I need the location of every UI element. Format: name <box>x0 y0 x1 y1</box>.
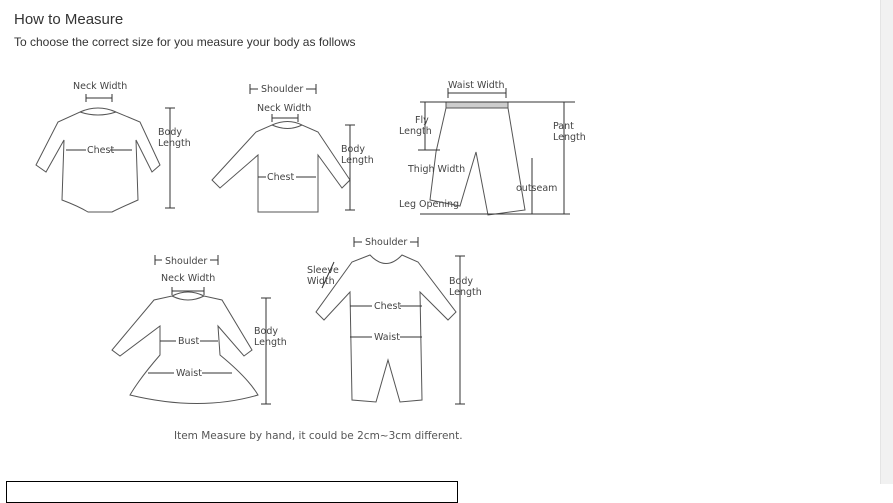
bodysuit-length-label: Length <box>158 138 191 149</box>
dress-shoulder-label: Shoulder <box>165 256 208 267</box>
pants-fly-length-label: Length <box>399 126 432 137</box>
dress-length-label: Length <box>254 337 287 348</box>
pants-thigh-width-label: Thigh Width <box>408 164 466 175</box>
bodysuit-diagram <box>36 81 191 212</box>
romper-body-label: Body <box>449 276 473 287</box>
bodysuit-body-label: Body <box>158 127 182 138</box>
pants-waist-width-label: Waist Width <box>448 80 505 91</box>
pants-leg-opening-label: Leg Opening <box>399 199 460 210</box>
pants-fly-label: Fly <box>415 115 429 126</box>
romper-length-label: Length <box>449 287 482 298</box>
dress-waist-label: Waist <box>176 368 202 379</box>
pants-pant-label: Pant <box>553 121 574 132</box>
page-title: How to Measure <box>14 11 124 28</box>
shirt-diagram <box>212 84 374 212</box>
pants-pant-length-label: Length <box>553 132 586 143</box>
romper-shoulder-label: Shoulder <box>365 237 408 248</box>
romper-waist-label: Waist <box>374 332 400 343</box>
pants-diagram <box>399 80 586 215</box>
shirt-chest-label: Chest <box>267 172 295 183</box>
romper-sleeve-label: Sleeve <box>307 265 339 276</box>
romper-diagram <box>307 237 482 404</box>
shirt-body-label: Body <box>341 144 365 155</box>
scrollbar[interactable] <box>880 0 893 484</box>
dress-bust-label: Bust <box>178 336 200 347</box>
romper-chest-label: Chest <box>374 301 402 312</box>
bodysuit-chest-label: Chest <box>87 145 115 156</box>
bottom-box <box>6 481 458 503</box>
shirt-length-label: Length <box>341 155 374 166</box>
shirt-neck-width-label: Neck Width <box>257 103 312 114</box>
measurement-note: Item Measure by hand, it could be 2cm~3cm different. <box>174 430 463 442</box>
shirt-shoulder-label: Shoulder <box>261 84 304 95</box>
romper-sleeve-width-label: Width <box>307 276 335 287</box>
dress-body-label: Body <box>254 326 278 337</box>
page-subtitle: To choose the correct size for you measure your body as follows <box>14 35 356 49</box>
dress-diagram <box>112 255 287 404</box>
bodysuit-neck-width-label: Neck Width <box>73 81 128 92</box>
pants-outseam-label: outseam <box>516 183 558 194</box>
dress-neck-width-label: Neck Width <box>161 273 216 284</box>
